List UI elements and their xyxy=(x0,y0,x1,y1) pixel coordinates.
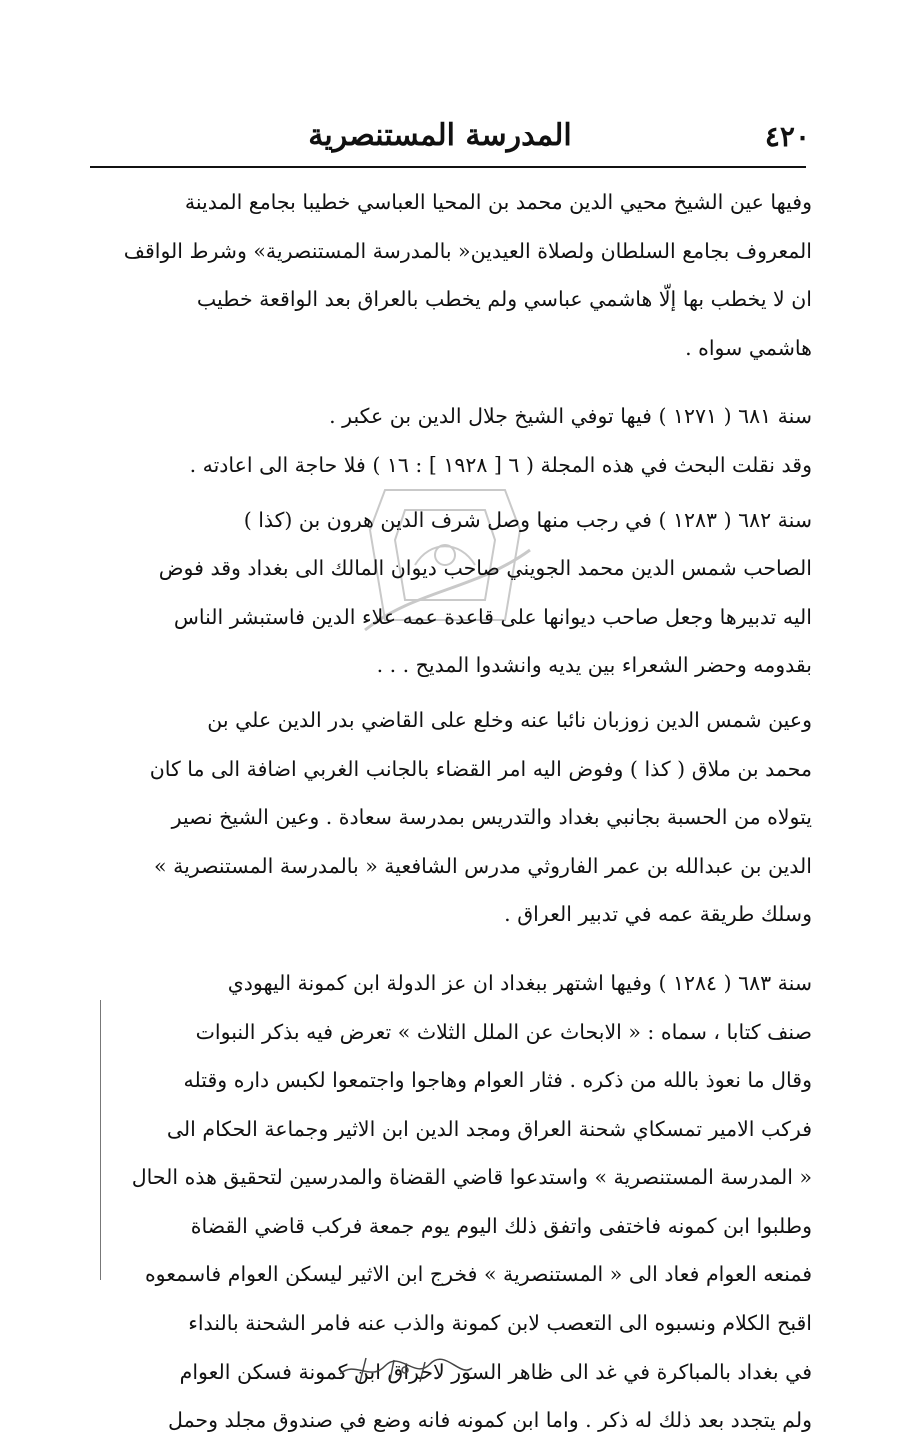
text-line: اليه تدبيرها وجعل صاحب ديوانها على قاعدة عمه علاء الدين فاستبشر الناس xyxy=(173,604,812,629)
paragraph-year-682 xyxy=(100,496,812,690)
text-line: وسلك طريقة عمه في تدبير العراق . xyxy=(504,902,812,927)
paragraph-year-681 xyxy=(100,392,812,489)
text-line: اقبح الكلام ونسبوه الى التعصب لابن كمونة والذب عنه فامر الشحنة بالنداء xyxy=(188,1311,812,1336)
text-line: وفيها عين الشيخ محيي الدين محمد بن المحيا العباسي خطيبا بجامع المدينة xyxy=(184,190,812,214)
text-line: « المدرسة المستنصرية » واستدعوا قاضي القضاة والمدرسين لتحقيق هذه الحال xyxy=(131,1165,812,1190)
text-line: صنف كتابا ، سماه : « الابحاث عن الملل الثلاث » تعرض فيه بذكر النبوات xyxy=(195,1019,812,1044)
text-line: الصاحب شمس الدين محمد الجويني صاحب ديوان المالك الى بغداد وقد فوض xyxy=(158,556,812,581)
text-line: يتولاه من الحسبة بجانبي بغداد والتدريس بمدرسة سعادة . وعين الشيخ نصير xyxy=(171,805,812,830)
text-line: فركب الامير تمسكاي شحنة العراق ومجد الدين ابن الاثير وجماعة الحكام الى xyxy=(166,1116,812,1141)
page-header xyxy=(110,112,810,162)
text-line: المعروف بجامع السلطان ولصلاة العيدين« بالمدرسة المستنصرية» وشرط الواقف xyxy=(123,238,812,263)
text-line: بقدومه وحضر الشعراء بين يديه وانشدوا المديح . . . xyxy=(376,653,812,678)
page-number: ٤٢٠ xyxy=(764,120,810,153)
text-line: فمنعه العوام فعاد الى « المستنصرية » فخرج ابن الاثير ليسكن العوام فاسمعوه xyxy=(144,1262,812,1287)
text-line: وقال ما نعوذ بالله من ذكره . فثار العوام وهاجوا واجتمعوا لكبس داره وقتله xyxy=(183,1068,812,1093)
paragraph-shams-al-din xyxy=(100,696,812,939)
text-line: في بغداد بالمباكرة في غد الى ظاهر السور لاحراق ابن كمونة فسكن العوام xyxy=(179,1359,812,1384)
scan-edge-line xyxy=(100,1000,101,1280)
header-rule xyxy=(90,166,806,168)
text-line: سنة ٦٨١ ( ١٢٧١ ) فيها توفي الشيخ جلال الدين بن عكبر . xyxy=(329,404,812,429)
text-line: وقد نقلت البحث في هذه المجلة ( ٦ [ ١٩٢٨ ] : ١٦ ) فلا حاجة الى اعادته . xyxy=(189,452,812,477)
text-line: محمد بن ملاق ( كذا ) وفوض اليه امر القضاء بالجانب الغربي اضافة الى ما كان xyxy=(149,756,812,781)
text-line: هاشمي سواه . xyxy=(685,335,812,360)
text-line: الدين بن عبدالله بن عمر الفاروثي مدرس الشافعية « بالمدرسة المستنصرية » xyxy=(154,853,812,878)
running-title: المدرسة المستنصرية xyxy=(308,118,572,153)
text-line: سنة ٦٨٣ ( ١٢٨٤ ) وفيها اشتهر ببغداد ان عز الدولة ابن كمونة اليهودي xyxy=(227,970,812,995)
paragraph-khatib xyxy=(100,178,812,372)
text-line: وعين شمس الدين زوزبان نائبا عنه وخلع على القاضي بدر الدين علي بن xyxy=(207,707,812,732)
main-text xyxy=(100,178,812,1445)
text-line: سنة ٦٨٢ ( ١٢٨٣ ) في رجب منها وصل شرف الدين هرون بن (كذا ) xyxy=(243,507,812,532)
text-line: ان لا يخطب بها إلّا هاشمي عباسي ولم يخطب بالعراق بعد الواقعة خطيب xyxy=(196,287,812,312)
text-line: ولم يتجدد بعد ذلك له ذكر . واما ابن كمونه فانه وضع في صندوق مجلد وحمل xyxy=(168,1408,812,1433)
text-line: وطلبوا ابن كمونه فاختفى واتفق ذلك اليوم يوم جمعة فركب قاضي القضاة xyxy=(190,1213,812,1238)
page-ornament xyxy=(330,1352,480,1388)
